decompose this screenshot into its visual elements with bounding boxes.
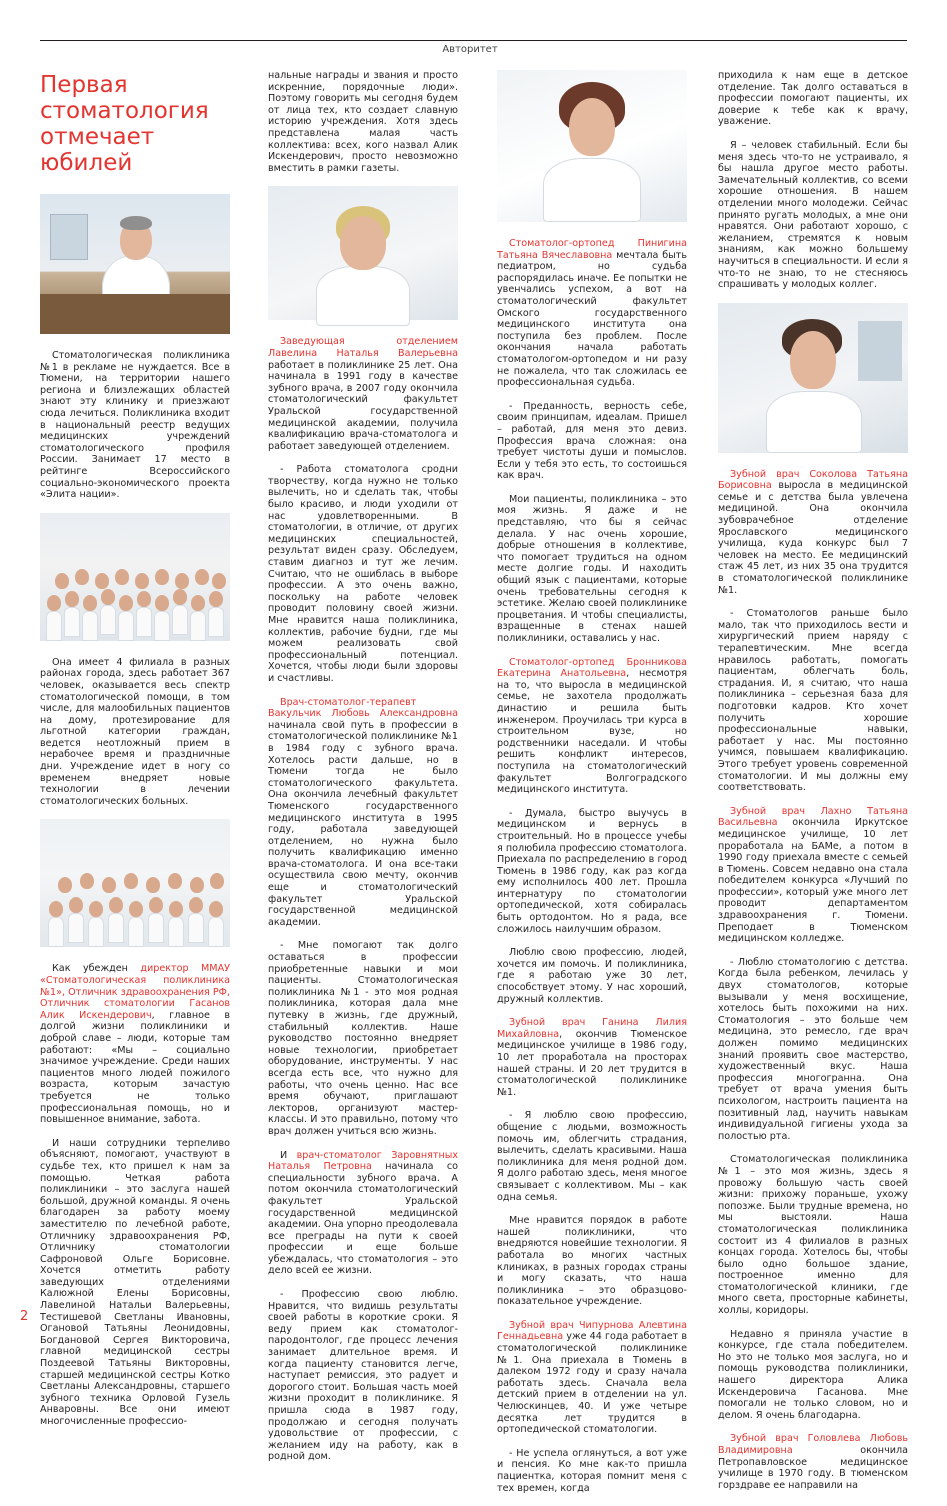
lakhno-quote-3: Недавно я приняла участие в конкурсе, где стала победителем. Но это не только моя заслуга, но и помощь руководства поликлиники, нашего директора Алика Искендеровича Гасанова. Мне помогали не только словом, но и делом. Я очень благодарна. [718, 1328, 908, 1421]
ganina-paragraph: Зубной врач Ганина Лилия Михайловна, окончив Тюменское медицинское училище в 1986 году, 10 лет проработала на просторах нашей страны. И 20 лет трудится в стоматологической поликлинике №1. [497, 1017, 687, 1098]
lavelina-quote: - Работа стоматолога сродни творчеству, когда нужно не только вылечить, но и сделать так, чтобы было красиво, и люди уходили от нас удовлетворенными. В стоматологии, в отличие, от других медицинских специальностей, результат виден сразу. Обследуем, ставим диагноз и тут же лечим. Считаю, что не ошиблась в выборе профессии. А это очень важно, поскольку на работе человек проводит половину своей жизни. Мне нравится наша поликлиника, коллектив, рабочие будни, где мы можем реализовать свой профессиональный потенциал. Хочется, чтобы люди были здоровы и счастливы. [268, 464, 458, 684]
director-name: директор ММАУ «Стоматологическая поликлиника №1», Отличник здравоохранения РФ, Отличник стоматологии Гасанов Алик Искендерович [40, 963, 230, 1021]
sokolova-portrait [718, 303, 908, 453]
staff-group-photo-2 [40, 819, 230, 947]
ganina-quote-2: Мне нравится порядок в работе нашей поликлиники, что внедряются новейшие технологии. Я работала во многих частных клиниках, в разных городах страны и могу сказать, что наша поликлиника – это образцово-показательное учреждение. [497, 1215, 687, 1308]
pinigina-quote-1: - Преданность, верность себе, своим принципам, идеалам. Пришел – работай, для меня это девиз. Профессия врача сложная: она требует чистоты души и помыслов. Если у тебя это есть, то состоишься как врач. [497, 400, 687, 482]
pinigina-paragraph: Стоматолог-ортопед Пинигина Татьяна Вячеславовна мечтала быть педиатром, но судьба распорядилась иначе. Ее попытки не увенчались успехом, а вот на стоматологический факультет Омского государственного медицинского института она поступила без проблем. После окончания начала работать стоматологом-ортопедом и ни разу не пожалела, что так сложилась ее профессиональная судьба. [497, 238, 688, 389]
ganina-quote-1: - Я люблю свою профессию, общение с людьми, возможность помочь им, облегчить страдания, вылечить, сделать красивыми. Наша поликлиника для меня родной дом. Я долго работаю здесь, меня многое связывает с коллективом. Мы – как одна семья. [497, 1110, 687, 1203]
zarovnyatnykh-quote: - Профессию свою люблю. Нравится, что видишь результаты своей работы в короткие сроки. Я веду прием как стоматолог-пародонтолог, где процесс лечения занимает длительное время. И когда пациенту становится легче, наступает ремиссия, это радует и дорогого стоит. Большая часть моей жизни проходит в поликлинике. Я пришла сюда в 1987 году, продолжаю и сегодня получать удовольствие от профессии, с желанием иду на работу, как в родной дом. [268, 1289, 458, 1463]
branches-paragraph: Она имеет 4 филиала в разных районах города, здесь работает 367 человек, оказывается весь спектр стоматологической помощи, в том числе, для малообильных пациентов на дому, протезирование для льготной категории граждан, ведется неотложный прием в нерабочее время и праздничные дни. Учреждение идет в ногу со временем внедряет новые технологии в лечении стоматологических больных. [40, 656, 230, 807]
pinigina-name: Стоматолог-ортопед Пинигина Татьяна Вячеславовна [497, 238, 687, 261]
chipurnova-name: Зубной врач Чипурнова Алевтина Геннадьевна [497, 1319, 687, 1343]
intro-paragraph: Стоматологическая поликлиника №1 в рекламе не нуждается. Все в Тюмени, на территории нашего региона и близлежащих областей знают эту клинику и приезжают сюда лечиться. Поликлиника входит в национальный реестр ведущих медицинских учреждений стоматологического профиля России. Занимает 17 место в рейтинге Всероссийского социально-экономического проекта «Элита нации». [40, 350, 230, 501]
vakulchik-quote: - Мне помогают так долго оставаться в профессии приобретенные навыки и мои пациенты. Стоматологическая поликлиника №1 - это моя родная поликлиника, которая дала мне путевку в жизнь, где дружный, стабильный коллектив. Наше руководство постоянно внедряет новые технологии, приобретает оборудование, инструменты. У нас всегда есть все, что нужно для работы, что очень ценно. Нас все время обучают, приглашают лекторов, организуют мастер-классы. И это правильно, потому что врач должен учиться всю жизнь. [268, 940, 458, 1137]
bronnikova-quote-2: Люблю свою профессию, людей, хочется им помочь. И поликлиника, где я работаю уже 30 лет, способствует этому. У нас хороший, дружный коллектив. [497, 947, 687, 1005]
column-4 [718, 70, 908, 1503]
lakhno-paragraph: Зубной врач Лахно Татьяна Васильевна окончила Иркутское медицинское училище, 10 лет проработала на БАМе, а потом в 1990 году приехала вместе с семьей в Тюмень. Совсем недавно она стала победителем конкурса «Лучший по профессии», который уже много лет проводит департаментом здравоохранения г. Тюмени. Преподает в Тюменском медицинском колледже. [718, 805, 908, 945]
lakhno-quote-2: Стоматологическая поликлиника №1 – это моя жизнь, здесь я провожу большую часть своей жизни: прихожу пораньше, ухожу попозже. Были трудные времена, но мы выстояли. Наша стоматологическая поликлиника состоит из 4 филиалов в разных концах города. Хотелось бы, чтобы было одно большое здание, построенное именно для стоматологической клиники, где много света, просторные кабинеты, холлы, коридоры. [718, 1154, 908, 1317]
sokolova-paragraph: Зубной врач Соколова Татьяна Борисовна выросла в медицинской семье и с детства была увлечена медициной. Она окончила зубоврачебное отделение Ярославского медицинского училища, куда конкурс был 7 человек на место. Ее медицинский стаж 45 лет, из них 35 она трудится в стоматологической поликлинике №1. [718, 468, 908, 596]
director-photo [40, 194, 230, 334]
pinigina-quote-2: Мои пациенты, поликлиника – это моя жизнь. Я даже и не представляю, что бы я сейчас делала. У нас очень хорошие, добрые отношения в коллективе, что помогает трудиться на одном месте долгие годы. И находить общий язык с пациентами, которые очень требовательны сегодня к эстетике. Желаю своей поликлинике процветания. И чтобы специалисты, взращенные в стенах нашей поликлиники, оставались у нас. [497, 493, 687, 644]
lavelina-paragraph: Заведующая отделением Лавелина Наталья Валерьевна работает в поликлинике 25 лет. Она начинала в 1991 году в качестве зубного врача, в 2007 году окончила стоматологический факультет Уральской государственной медицинской академии, получила квалификацию врача-стоматолога и работает заведующей отделением. [268, 336, 458, 452]
chipurnova-quote: - Не успела оглянуться, а вот уже и пенсия. Ко мне как-то пришла пациентка, которая помнит меня с тех времен, когда [497, 1447, 687, 1494]
chipurnova-paragraph: Зубной врач Чипурнова Алевтина Геннадьевна уже 44 года работает в стоматологической поликлинике №1. Она приехала в Тюмень в далеком 1972 году и сразу начала работать здесь. Сначала вела детский прием в отделении на ул. Челюскинцев, 40. И уже четыре десятка лет трудится в ортопедической стоматологии. [497, 1319, 687, 1436]
bronnikova-paragraph: Стоматолог-ортопед Бронникова Екатерина Анатольевна, несмотря на то, что выросла в медицинской семье, не захотела продолжать династию и решила быть инженером. Проучилась три курса в строительном вузе, но родственники наседали. И чтобы решить конфликт интересов, поступила на стоматологический факультет Волгоградского медицинского института. [497, 656, 687, 796]
staff-group-photo-1 [40, 513, 230, 641]
pinigina-portrait [497, 70, 687, 222]
page-number: 2 [20, 1309, 29, 1324]
column-2 [268, 70, 458, 1475]
vakulchik-paragraph: Врач-стоматолог-терапевт Вакульчик Любовь Александровна начинала свой путь в профессии в стоматологической поликлинике №1 в 1984 году с зубного врача. Хотелось расти дальше, но в Тюмени тогда не было стоматологического факультета. Она окончила лечебный факультет Тюменского государственного медицинского института в 1995 году, работала заведующей отделением, но нужна было получить квалификацию именно врача-стоматолога. И она все-таки осуществила свою мечту, окончив еще и стоматологический факультет Уральской государственной медицинской академии. [268, 696, 458, 928]
article-title: Первая стоматология отмечает юбилей [40, 72, 209, 176]
lavelina-name: Заведующая отделением Лавелина Наталья Валерьевна [268, 336, 458, 359]
lakhno-name: Зубной врач Лахно Татьяна Васильевна [718, 805, 908, 829]
section-label: Авторитет [442, 44, 498, 55]
column-3 [497, 70, 687, 1506]
director-quote-paragraph: Как убежден директор ММАУ «Стоматологическая поликлиника №1», Отличник здравоохранения РФ, Отличник стоматологии Гасанов Алик Искендерович, главное в долгой жизни поликлиники и доброй славе – люди, которые там работают: «Мы – социально значимое учреждение. Среди наших пациентов много людей пожилого возраста, которым зачастую требуется не только профессиональная помощь, но и повышенное внимание, забота. [40, 963, 231, 1126]
team-paragraph: И наши сотрудники терпеливо объясняют, помогают, участвуют в судьбе тех, кто пришел к нам за помощью. Четкая работа поликлиники – это заслуга нашей большой, дружной команды. Я очень благодарен за работу моему заместителю по лечебной работе, Отличнику здравоохранения РФ, Отличнику стоматологии Сафроновой Ольге Борисовне. Хочется отметить работу заведующих отделениями Калюжной Елены Борисовны, Лавелиной Натальи Валерьевны, Тестишевой Светланы Ивановны, Огановой Татьяны Леонидовны, Богдановой Сергея Викторовича, главной медицинской сестры Поздеевой Татьяны Викторовны, старшей медицинской сестры Котко Светланы Александровны, старшего зубного техника Орловой Гузель Анваровны. Все они имеют многочисленные профессио- [40, 1137, 230, 1427]
bronnikova-quote-1: - Думала, быстро выучусь в медицинском и вернусь в строительный. Но в процессе учебы я полюбила профессию стоматолога. Приехала по распределению в город Тюмень в 1986 году, как раз когда ему исполнилось 400 лет. Прошла интернатуру по стоматологии ортопедической, хотя собиралась быть ортодонтом. Но я рада, все сложилось наилучшим образом. [497, 807, 687, 935]
sokolova-quote: - Стоматологов раньше было мало, так что приходилось вести и хирургический прием наряду с терапевтическим. Мне всегда нравилось работать, помогать пациентам, облегчать боль, страдания. И, я считаю, что наша поликлиника – серьезная база для подготовки кадров. Кто хочет получить хорошие профессиональные навыки, работает у нас. Мы постоянно учимся, повышаем квалификацию. Этого требует уровень современной стоматологии. И мы должны ему соответствовать. [718, 608, 908, 794]
vakulchik-name: Врач-стоматолог-терапевт Вакульчик Любовь Александровна [268, 696, 458, 720]
lakhno-quote-1: - Люблю стоматологию с детства. Когда была ребенком, лечилась у двух стоматологов, которые вызывали у меня восхищение, хотелось быть похожими на них. Стоматология – это больше чем медицина, это ремесло, где врач должен помимо медицинских знаний проявить свое мастерство, художественный вкус. Наша профессия многогранна. Она требует от врача умения быть психологом, настроить пациента на позитивный лад, научить навыкам индивидуальной гигиены ухода за полостью рта. [718, 956, 908, 1142]
golovleva-name: Зубной врач Головлева Любовь Владимировна [718, 1433, 908, 1456]
col4-continuation: приходила к нам еще в детское отделение. Так долго оставаться в профессии помогают пациенты, их доверие к тебе как к врачу, уважение. [718, 70, 908, 128]
golovleva-paragraph: Зубной врач Головлева Любовь Владимировна окончила Петропавловское медицинское училище в 1970 году. В тюменском горздраве ее направили на [718, 1433, 908, 1491]
lavelina-portrait [268, 186, 458, 320]
column-1 [40, 70, 230, 1440]
bronnikova-name: Стоматолог-ортопед Бронникова Екатерина Анатольевна [497, 656, 687, 680]
header-rule [40, 40, 907, 41]
col2-continuation: нальные награды и звания и просто искренние, порядочные люди». Поэтому говорить мы сегодня будем от лица тех, кто создает славную историю учреждения. Хотя здесь представлена малая часть коллектива: всех, кого назвал Алик Искендерович, просто невозможно вместить в рамки газеты. [268, 70, 458, 174]
ganina-name: Зубной врач Ганина Лилия Михайловна [497, 1017, 687, 1040]
zarovnyatnykh-paragraph: И врач-стоматолог Заровнятных Наталья Петровна начинала со специальности зубного врача. А потом окончила стоматологический факультет Уральской государственной медицинской академии. Она упорно преодолевала все преграды на пути к своей профессии и еще больше убеждалась, что стоматология – это дело всей ее жизни. [268, 1149, 458, 1277]
sokolova-name: Зубной врач Соколова Татьяна Борисовна [718, 468, 908, 492]
chipurnova-quote-2: Я – человек стабильный. Если бы меня здесь что-то не устраивало, я бы нашла другое место работы. Замечательный коллектив, со всеми хорошие отношения. В нашем отделении много молодежи. Сейчас принято ругать молодых, а мне они нравятся. Они работают хорошо, с желанием, стремятся к новым знаниям, как можно большему научиться в специальности. И если я что-то не знаю, то не стесняюсь спрашивать у молодых коллег. [718, 139, 908, 291]
zarovnyatnykh-name: врач-стоматолог Заровнятных Наталья Петровна [268, 1149, 458, 1173]
